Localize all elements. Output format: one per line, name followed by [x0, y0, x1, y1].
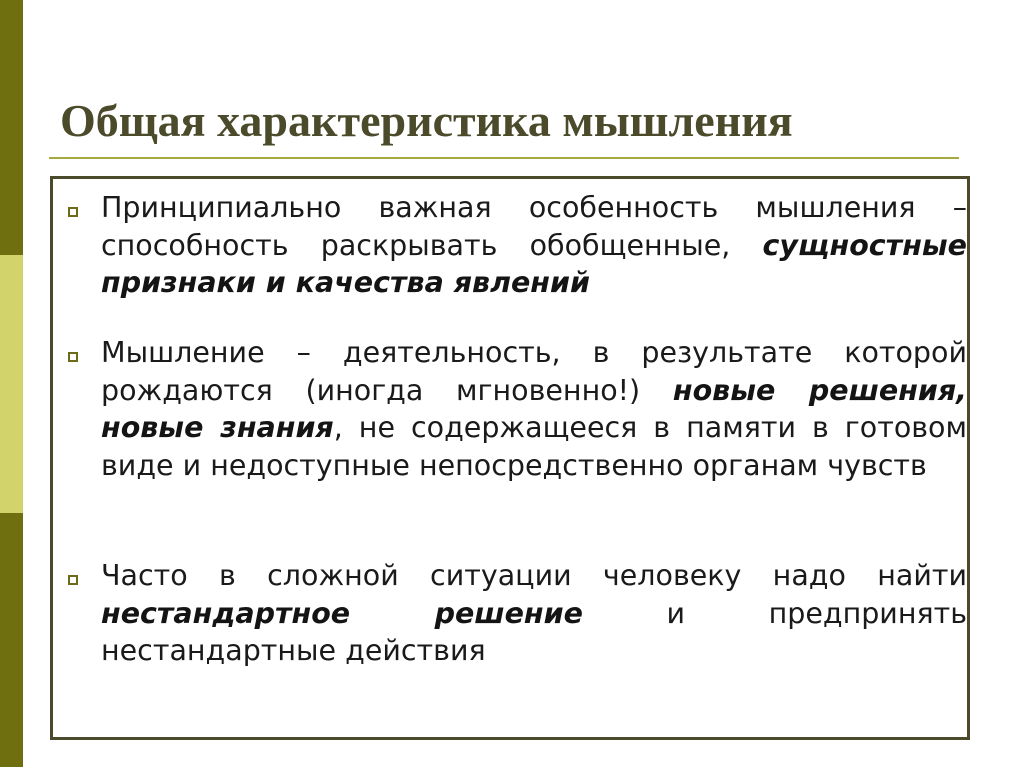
bullet-3-text-end: и предпринять нестандартные действия: [101, 596, 967, 667]
side-band-top: [0, 0, 23, 255]
bullet-3-emphasis: нестандартное решение: [101, 596, 583, 630]
hollow-square-bullet-icon: [68, 207, 78, 217]
bullet-item-3: [101, 557, 967, 670]
bullet-item-1: [101, 189, 967, 302]
bullet-1-text: Принципиально важная особенность мышления – способность раскрывать обобщенные,: [101, 191, 967, 262]
hollow-square-bullet-icon: [68, 352, 78, 362]
bullet-item-2: [101, 334, 967, 484]
bullet-2-text-end: , не содержащееся в памяти в готовом виде и недоступные непосредственно органам чувств: [101, 411, 967, 482]
title-divider: [49, 157, 959, 159]
side-band-bottom: [0, 513, 23, 767]
hollow-square-bullet-icon: [68, 575, 78, 585]
bullet-3-text: Часто в сложной ситуации человеку надо найти: [101, 559, 967, 592]
bullet-2-text: Мышление – деятельность, в результате которой рождаются (иногда мгновенно!): [101, 336, 967, 407]
content-box: [50, 176, 970, 740]
bullet-1-emphasis: сущностные признаки и качества явлений: [101, 228, 967, 299]
side-band-middle: [0, 255, 23, 513]
slide-title: Общая характеристика мышления: [60, 95, 793, 146]
bullet-2-emphasis: новые решения, новые знания: [101, 373, 968, 444]
